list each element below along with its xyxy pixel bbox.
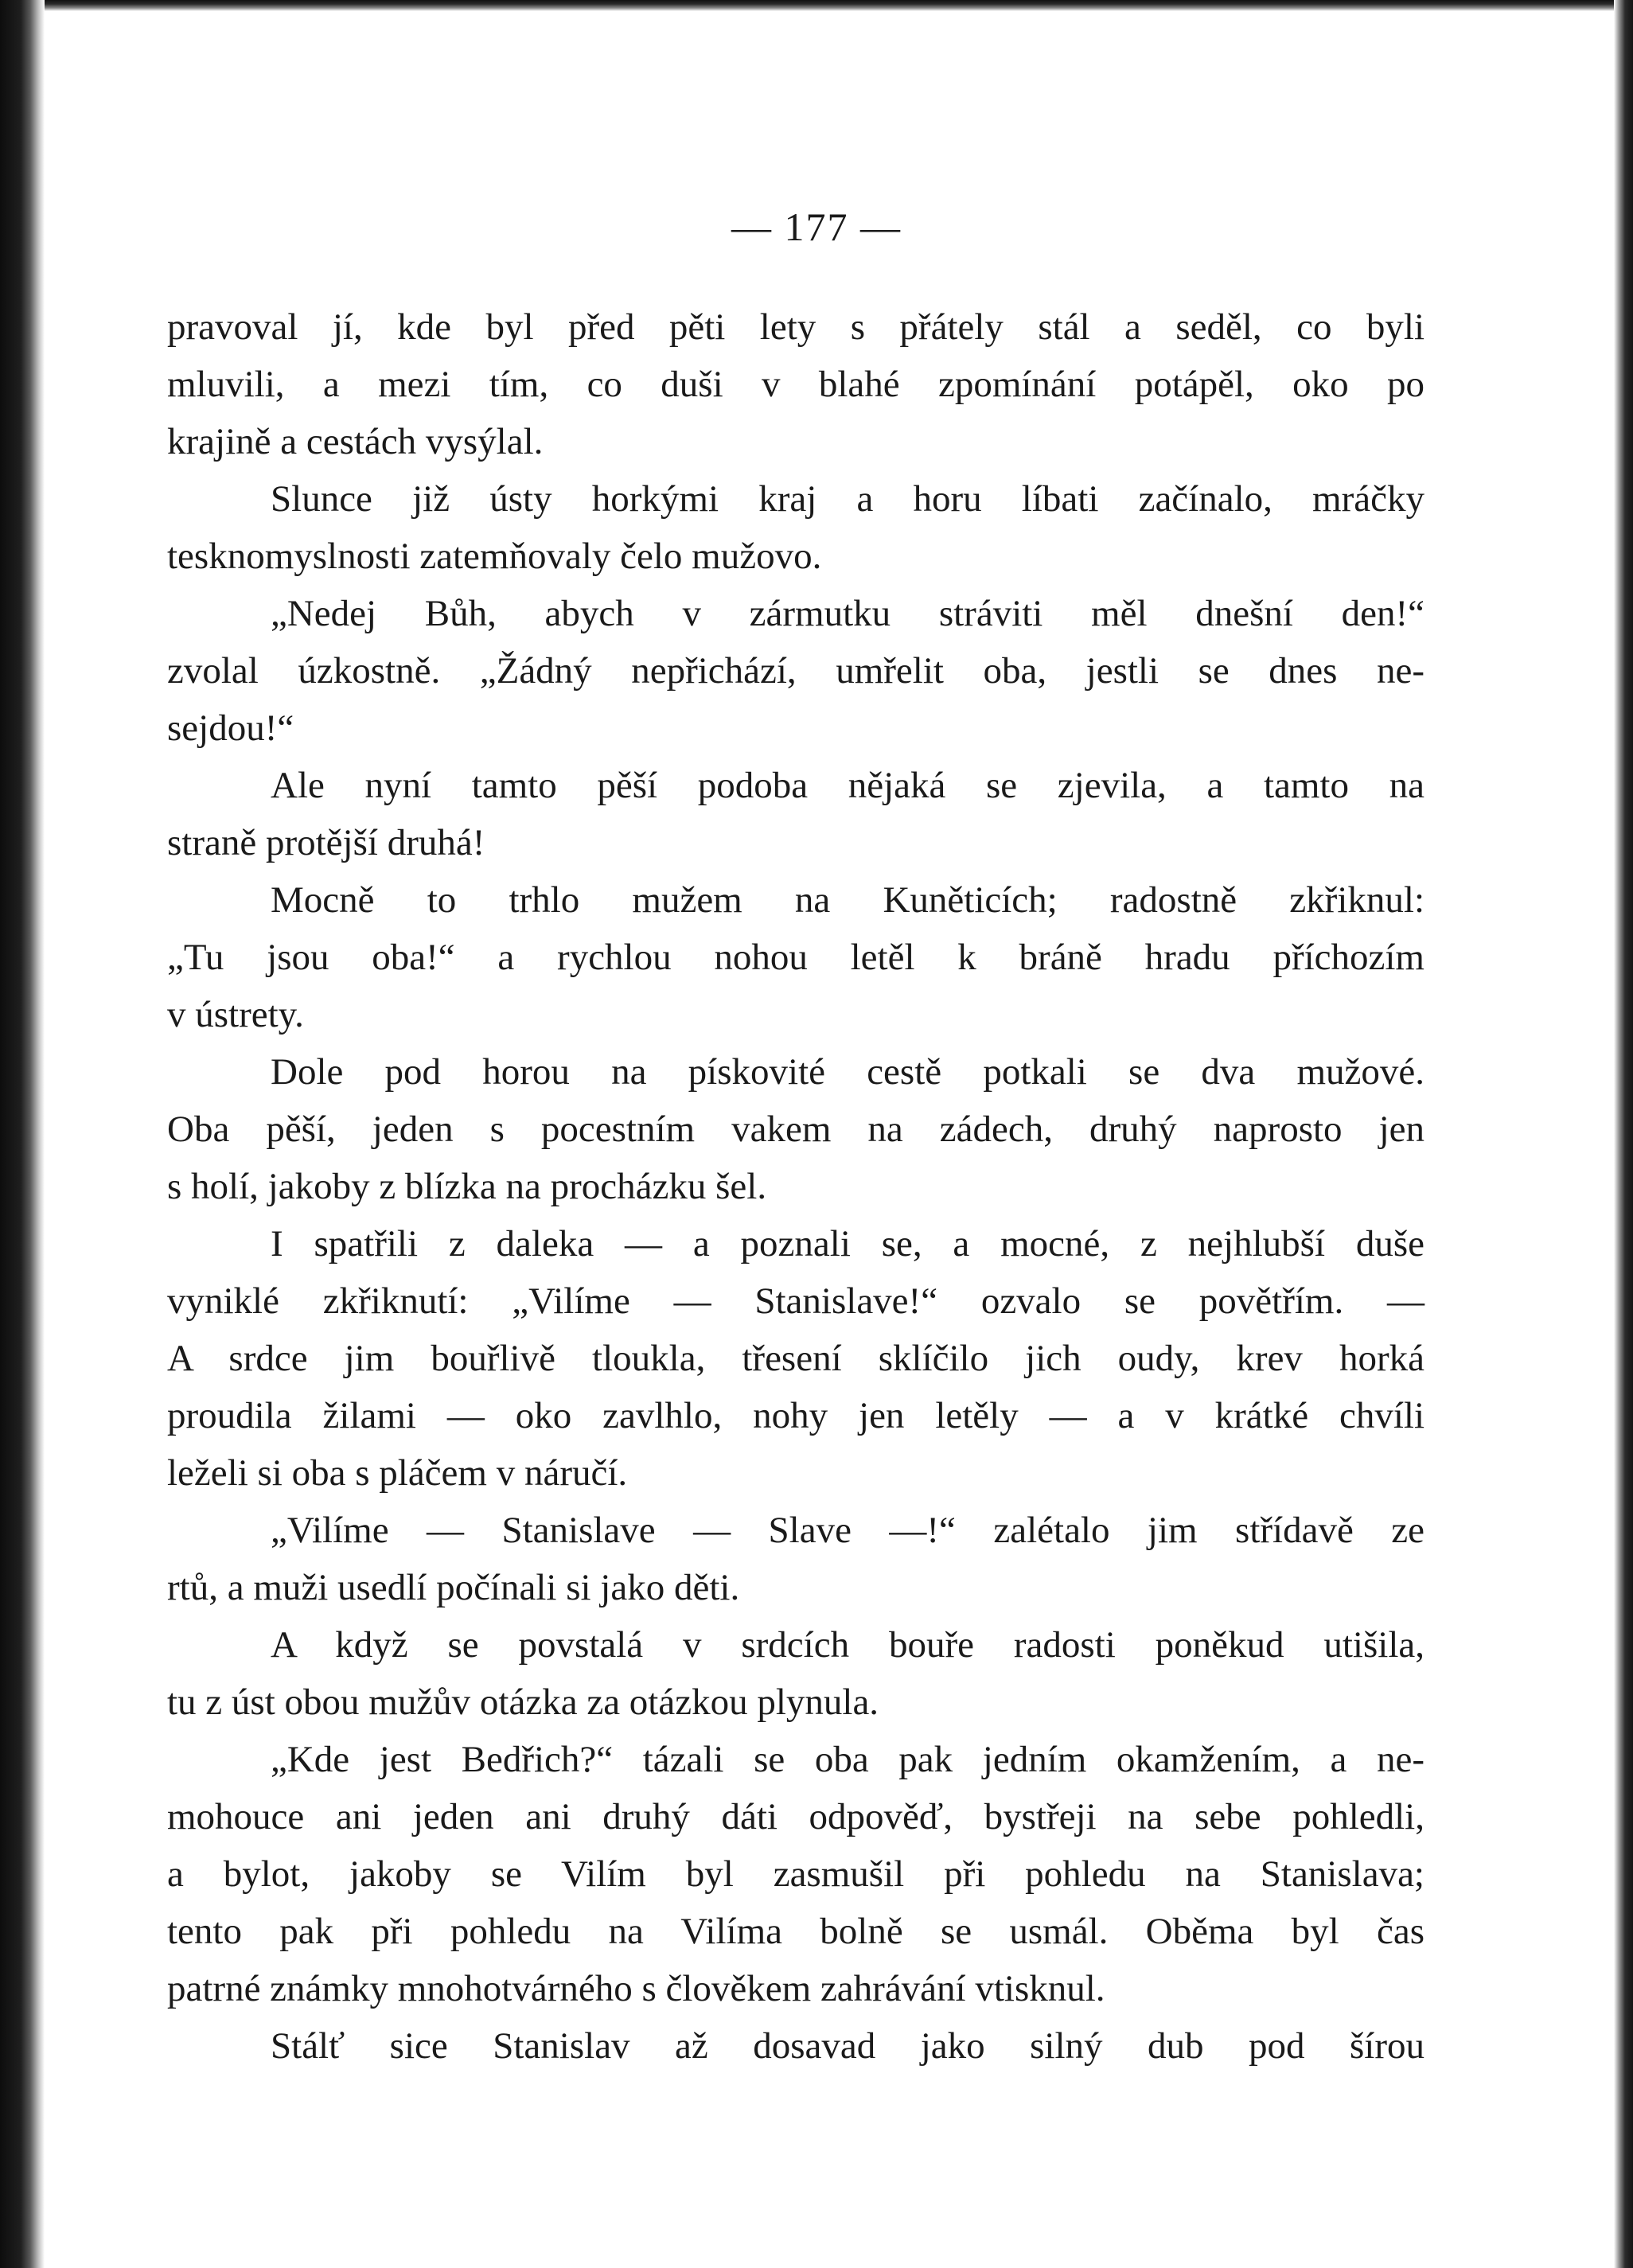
text-line: tu z úst obou mužův otázka za otázkou plynula. — [167, 1682, 879, 1723]
text-line: mohouce ani jeden ani druhý dáti odpověď, bystřeji na sebe pohledli, — [167, 1796, 1424, 1837]
text-line: Stálť sice Stanislav až dosavad jako silný dub pod šírou — [271, 2025, 1424, 2067]
text-line: „Tu jsou oba!“ a rychlou nohou letěl k bráně hradu příchozím — [167, 937, 1424, 978]
scan-right-edge — [1614, 0, 1633, 2268]
text-line: tesknomyslnosti zatemňovaly čelo mužovo. — [167, 536, 822, 577]
text-line: sejdou!“ — [167, 707, 294, 749]
text-line: leželi si oba s pláčem v náručí. — [167, 1452, 628, 1494]
page-body-text — [167, 298, 1424, 2075]
text-line: a bylot, jakoby se Vilím byl zasmušil při pohledu na Stanislava; — [167, 1853, 1424, 1895]
text-line: s holí, jakoby z blízka na procházku šel. — [167, 1166, 767, 1207]
text-line: I spatřili z daleka — a poznali se, a mocné, z nejhlubší duše — [271, 1223, 1424, 1265]
page-number: — 177 — — [731, 205, 902, 249]
text-line: rtů, a muži usedlí počínali si jako děti. — [167, 1567, 740, 1608]
text-line: A srdce jim bouřlivě tloukla, třesení sklíčilo jich oudy, krev horká — [167, 1338, 1424, 1379]
text-line: pravoval jí, kde byl před pěti lety s přátely stál a seděl, co byli — [167, 306, 1424, 348]
text-line: proudila žilami — oko zavlhlo, nohy jen letěly — a v krátké chvíli — [167, 1395, 1424, 1436]
text-line: Mocně to trhlo mužem na Kuněticích; radostně zkřiknul: — [271, 879, 1424, 921]
text-line: krajině a cestách vysýlal. — [167, 421, 544, 462]
text-line: zvolal úzkostně. „Žádný nepřichází, umřelit oba, jestli se dnes ne- — [167, 650, 1424, 692]
scan-top-edge — [0, 0, 1633, 11]
text-line: patrné známky mnohotvárného s člověkem zahrávání vtisknul. — [167, 1968, 1105, 2009]
text-line: Ale nyní tamto pěší podoba nějaká se zjevila, a tamto na — [271, 765, 1424, 806]
text-line: mluvili, a mezi tím, co duši v blahé zpomínání potápěl, oko po — [167, 364, 1424, 405]
text-line: Oba pěší, jeden s pocestním vakem na zádech, druhý naprosto jen — [167, 1109, 1424, 1150]
text-line: Slunce již ústy horkými kraj a horu líbati začínalo, mráčky — [271, 478, 1424, 520]
text-line: A když se povstalá v srdcích bouře radosti poněkud utišila, — [271, 1624, 1424, 1666]
scan-binding-shadow — [0, 0, 45, 2268]
text-line: vyniklé zkřiknutí: „Vilíme — Stanislave!“ ozvalo se povětřím. — — [167, 1280, 1424, 1322]
text-line: tento pak při pohledu na Vilíma bolně se usmál. Oběma byl čas — [167, 1911, 1424, 1952]
text-line: „Nedej Bůh, abych v zármutku stráviti měl dnešní den!“ — [271, 593, 1424, 634]
text-line: „Vilíme — Stanislave — Slave —!“ zalétalo jim střídavě ze — [271, 1510, 1424, 1551]
text-line: straně protější druhá! — [167, 822, 485, 863]
text-line: „Kde jest Bedřich?“ tázali se oba pak jedním okamžením, a ne- — [271, 1739, 1424, 1780]
text-line: Dole pod horou na pískovité cestě potkali se dva mužové. — [271, 1051, 1424, 1093]
text-line: v ústrety. — [167, 994, 304, 1035]
